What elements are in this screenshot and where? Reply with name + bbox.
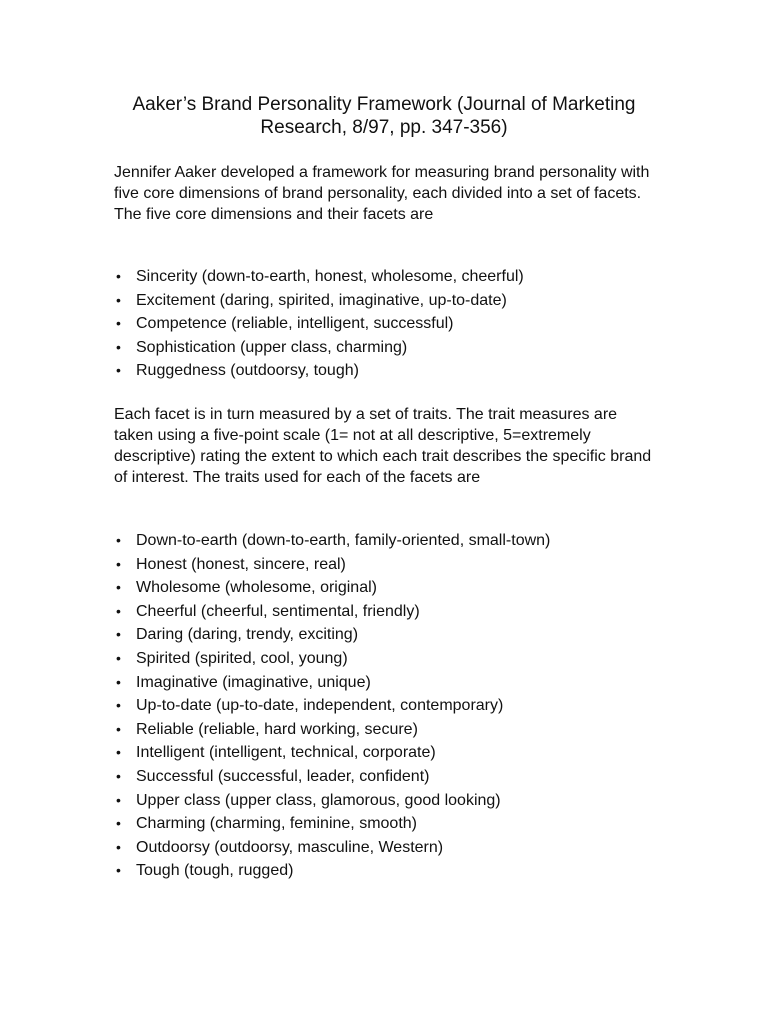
facet-item: [114, 789, 674, 813]
title-line-1: Aaker’s Brand Personality Framework (Journal of Marketing: [132, 94, 636, 115]
dimension-item: [114, 359, 674, 383]
facet-item: [114, 694, 674, 718]
bullet-icon: •: [116, 649, 121, 666]
bullet-icon: •: [116, 815, 121, 832]
facet-item-text: Outdoorsy (outdoorsy, masculine, Western): [136, 838, 444, 856]
facet-item-text: Honest (honest, sincere, real): [136, 555, 346, 573]
bullet-icon: •: [116, 720, 121, 737]
facet-item-text: Reliable (reliable, hard working, secure): [136, 720, 418, 738]
facet-item-text: Intelligent (intelligent, technical, corporate): [136, 744, 436, 762]
facet-item-text: Down-to-earth (down-to-earth, family-oriented, small-town): [136, 532, 551, 549]
dimension-item: [114, 289, 674, 313]
facets-list: [114, 529, 674, 883]
bullet-icon: •: [116, 579, 121, 596]
bullet-icon: •: [116, 602, 121, 619]
bullet-icon: •: [116, 697, 121, 714]
bullet-icon: •: [116, 362, 121, 379]
title-line-2: Research, 8/97, pp. 347-356): [260, 117, 508, 138]
bullet-icon: •: [116, 838, 121, 855]
dimension-item-text: Competence (reliable, intelligent, successful): [136, 315, 454, 333]
dimension-item-text: Sophistication (upper class, charming): [136, 338, 408, 356]
facet-item-text: Wholesome (wholesome, original): [136, 579, 377, 597]
facet-item: [114, 741, 674, 765]
facet-item: [114, 553, 674, 577]
bullet-icon: •: [116, 767, 121, 784]
facet-item: [114, 836, 674, 860]
facet-item-text: Charming (charming, feminine, smooth): [136, 815, 417, 833]
trait-measure-paragraph: Each facet is in turn measured by a set of traits. The trait measures are taken using a five-point scale (1= not at all descriptive, 5=extremely descriptive) rating the extent to which each trait describes the specific brand of interest. The traits used for each of the facets are: [114, 406, 652, 486]
facet-item-text: Successful (successful, leader, confident): [136, 767, 430, 785]
facet-item-text: Daring (daring, trendy, exciting): [136, 626, 359, 644]
facet-item: [114, 647, 674, 671]
bullet-icon: •: [116, 862, 121, 879]
dimension-item-text: Excitement (daring, spirited, imaginative, up-to-date): [136, 291, 507, 309]
facet-item: [114, 623, 674, 647]
bullet-icon: •: [116, 291, 121, 308]
facet-item: [114, 718, 674, 742]
facet-item: [114, 812, 674, 836]
facet-item-text: Cheerful (cheerful, sentimental, friendly): [136, 602, 420, 620]
facet-item-text: Upper class (upper class, glamorous, good looking): [136, 791, 501, 809]
intro-paragraph: Jennifer Aaker developed a framework for measuring brand personality with five core dimensions of brand personality, each divided into a set of facets. The five core dimensions and their facets are: [114, 164, 650, 223]
bullet-icon: •: [116, 315, 121, 332]
facet-item-text: Imaginative (imaginative, unique): [136, 673, 371, 691]
bullet-icon: •: [116, 673, 121, 690]
bullet-icon: •: [116, 791, 121, 808]
facet-item-text: Tough (tough, rugged): [136, 862, 294, 880]
facet-item-text: Spirited (spirited, cool, young): [136, 649, 348, 667]
bullet-icon: •: [116, 744, 121, 761]
bullet-icon: •: [116, 626, 121, 643]
facet-item: [114, 529, 674, 553]
document-title: [60, 93, 708, 139]
bullet-icon: •: [116, 532, 121, 548]
dimension-item: [114, 336, 674, 360]
dimension-item: [114, 265, 674, 289]
facet-item: [114, 600, 674, 624]
bullet-icon: •: [116, 555, 121, 572]
facet-item: [114, 859, 674, 883]
bullet-icon: •: [116, 268, 121, 284]
dimension-item: [114, 312, 674, 336]
dimension-item-text: Ruggedness (outdoorsy, tough): [136, 362, 359, 380]
facet-item: [114, 576, 674, 600]
facet-item-text: Up-to-date (up-to-date, independent, contemporary): [136, 697, 504, 715]
dimension-item-text: Sincerity (down-to-earth, honest, wholesome, cheerful): [136, 268, 524, 285]
core-dimensions-list: [114, 265, 674, 383]
facet-item: [114, 765, 674, 789]
facet-item: [114, 671, 674, 695]
bullet-icon: •: [116, 338, 121, 355]
